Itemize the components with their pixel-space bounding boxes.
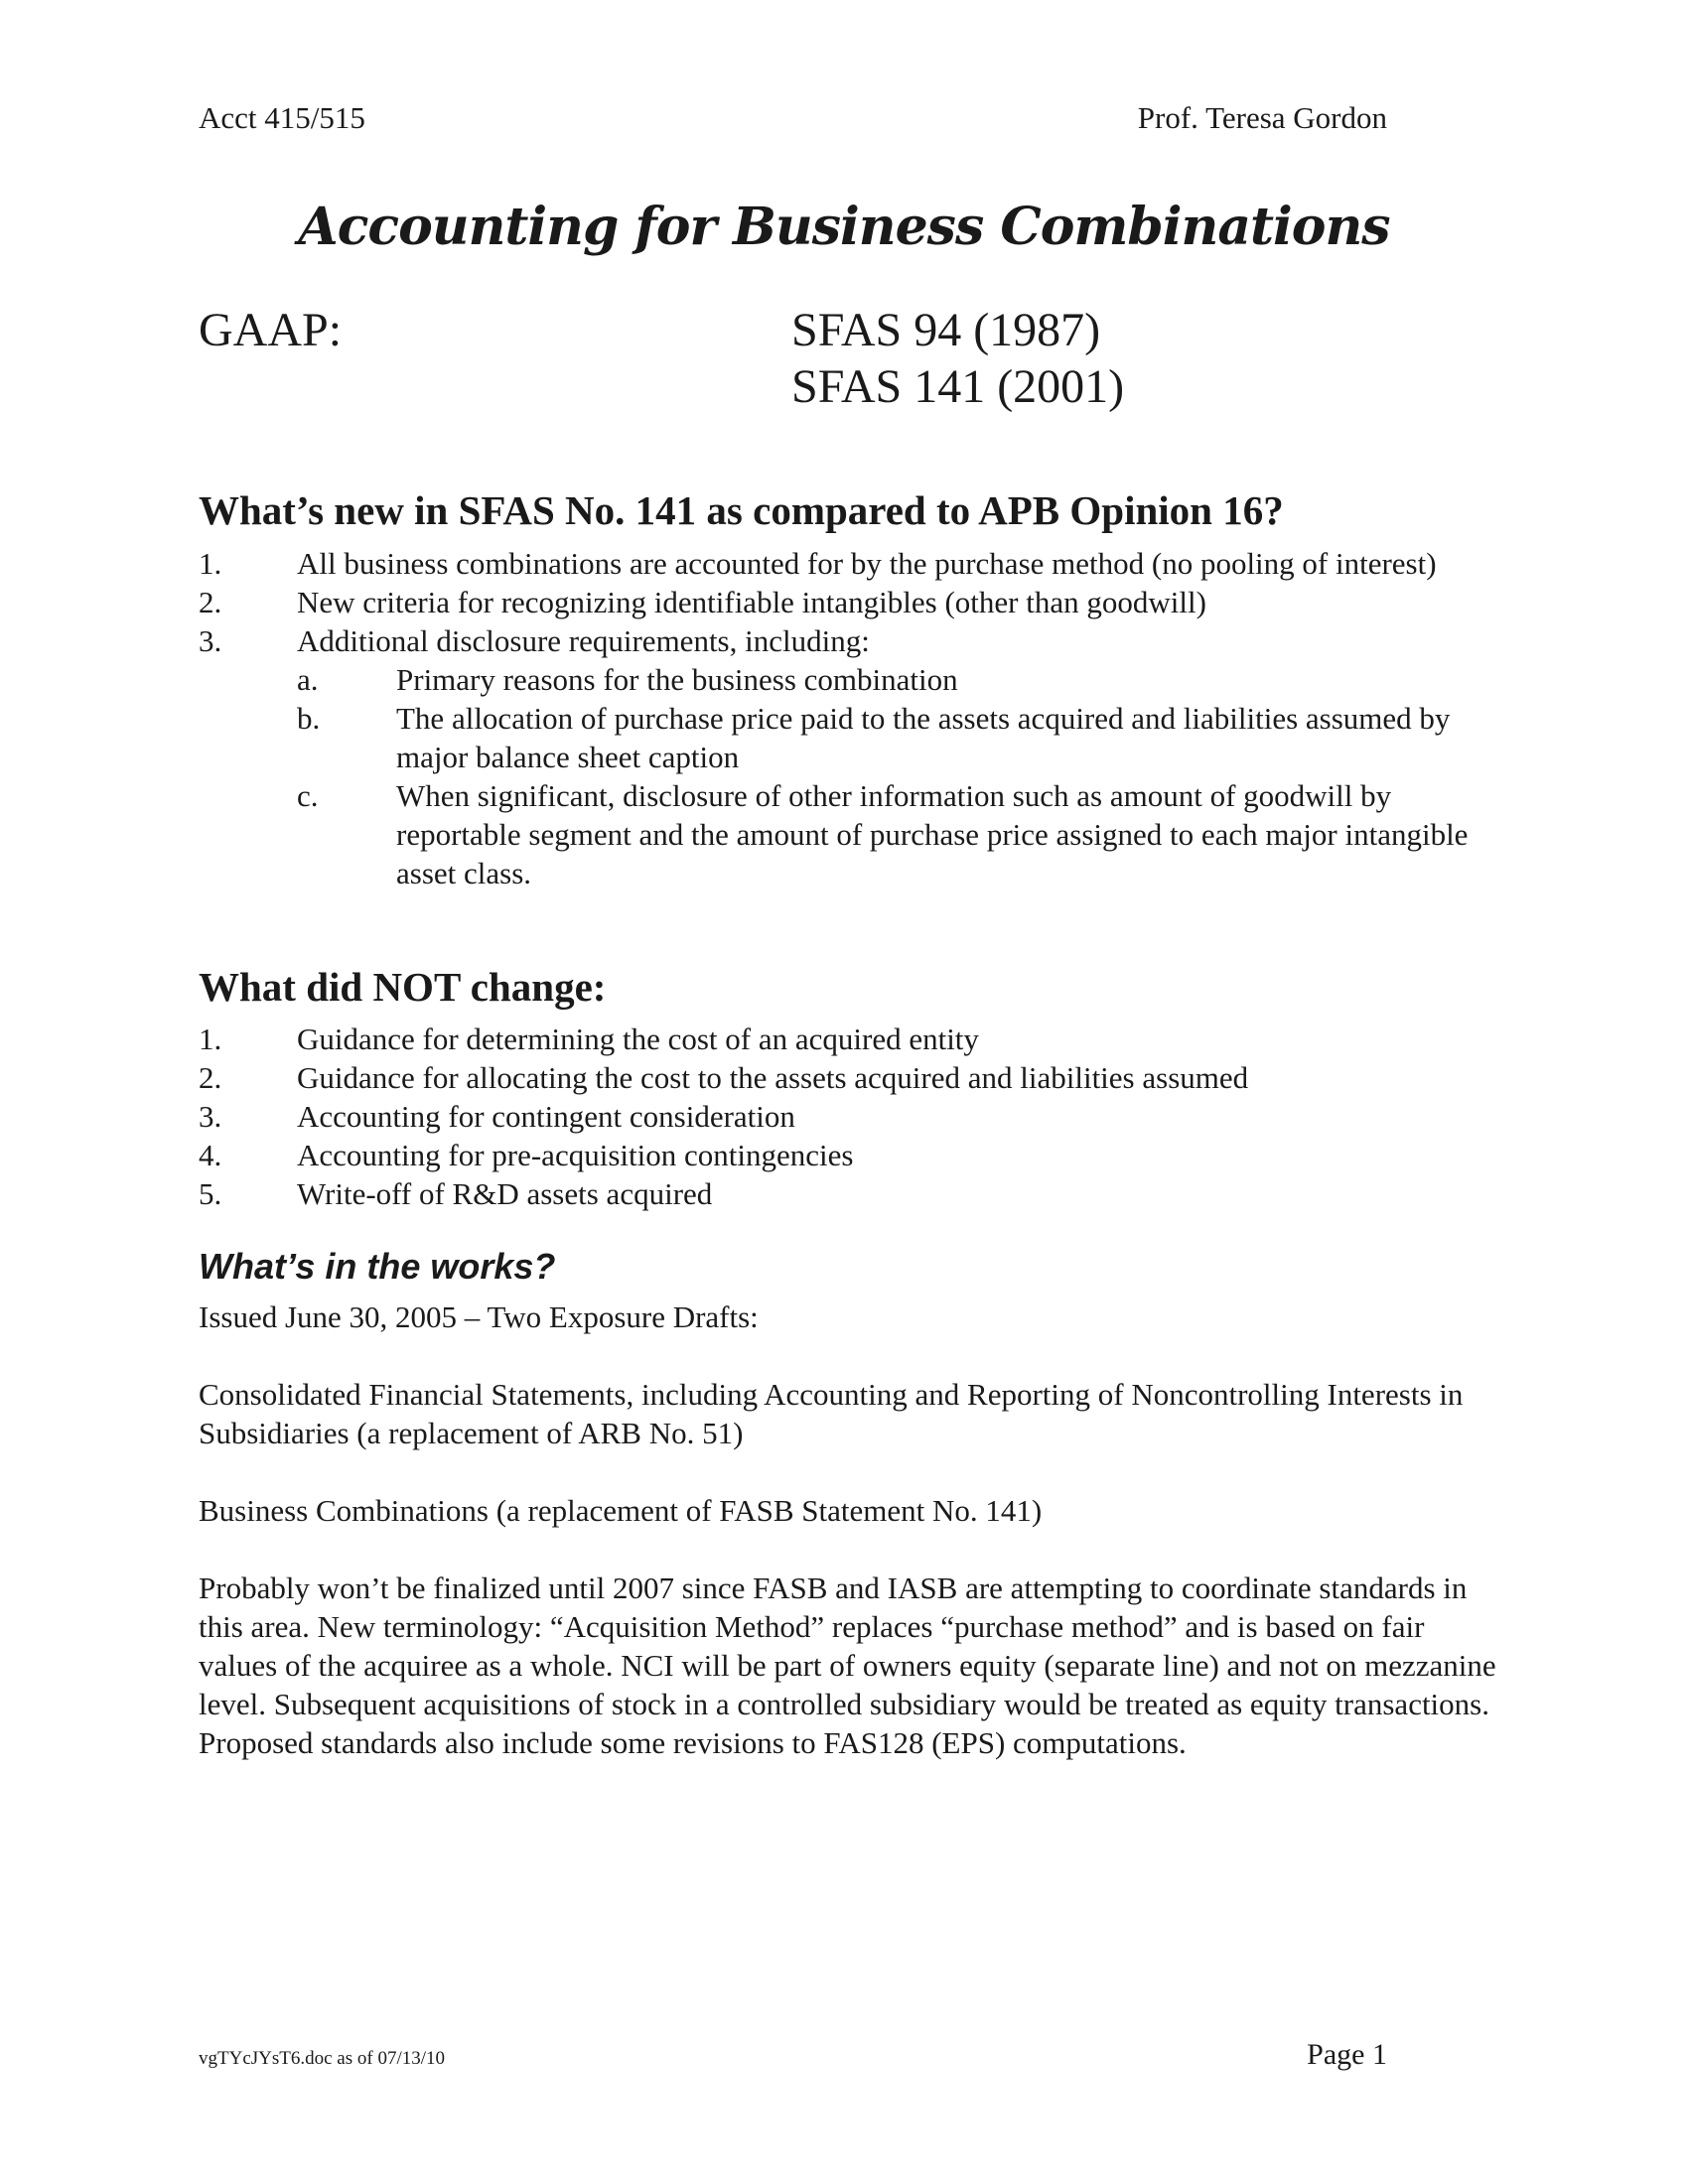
exposure-draft-2: Business Combinations (a replacement of FASB Statement No. 141): [199, 1493, 1043, 1528]
list-item: [199, 1058, 1499, 1097]
whats-new-list: [199, 544, 1499, 892]
sub-item-text: The allocation of purchase price paid to the assets acquired and liabilities assumed by major balance sheet caption: [396, 701, 1451, 774]
disclosure-sublist: [297, 660, 1499, 892]
item-number: 2.: [199, 585, 222, 619]
footer-filename: vgTYcJYsT6.doc as of 07/13/10: [199, 2048, 446, 2069]
professor-name: Prof. Teresa Gordon: [1137, 100, 1387, 135]
list-item: [199, 621, 1499, 892]
section-heading-in-the-works: What’s in the works?: [199, 1246, 556, 1287]
sub-item-text: Primary reasons for the business combination: [396, 662, 958, 697]
item-text: Additional disclosure requirements, including:: [297, 623, 870, 658]
issued-paragraph: Issued June 30, 2005 – Two Exposure Drafts:: [199, 1299, 759, 1334]
item-number: 4.: [199, 1138, 222, 1172]
gaap-reference: SFAS 94 (1987): [791, 304, 1101, 356]
item-text: New criteria for recognizing identifiable intangibles (other than goodwill): [297, 585, 1206, 619]
sub-list-item: [297, 776, 1499, 892]
sub-item-letter: b.: [297, 701, 321, 736]
outlook-paragraph: Probably won’t be finalized until 2007 since FASB and IASB are attempting to coordinate standards in this area. New terminology: “Acquisition Method” replaces “purchase method” and is based on fair values of the acquiree as a whole. NCI will be part of owners equity (separate line) and not on mezzanine level. Subsequent acquisitions of stock in a controlled subsidiary would be treated as equity transactions. Proposed standards also include some revisions to FAS128 (EPS) computations.: [199, 1570, 1496, 1760]
item-text: Guidance for allocating the cost to the assets acquired and liabilities assumed: [297, 1060, 1249, 1095]
item-number: 3.: [199, 623, 222, 658]
sub-list-item: [297, 660, 1499, 699]
document-title: Accounting for Business Combinations: [298, 197, 1390, 257]
list-item: [199, 1136, 1499, 1174]
list-item: [199, 583, 1499, 621]
sub-item-text: When significant, disclosure of other information such as amount of goodwill by reportable segment and the amount of purchase price assigned to each major intangible asset class.: [396, 778, 1469, 890]
item-text: Guidance for determining the cost of an acquired entity: [297, 1022, 979, 1056]
list-item: [199, 1020, 1499, 1058]
item-text: Write-off of R&D assets acquired: [297, 1176, 713, 1211]
item-text: All business combinations are accounted for by the purchase method (no pooling of interest): [297, 546, 1437, 581]
sub-item-letter: a.: [297, 662, 319, 697]
item-number: 5.: [199, 1176, 222, 1211]
not-changed-list: [199, 1020, 1499, 1213]
gaap-reference: SFAS 141 (2001): [791, 360, 1125, 413]
item-text: Accounting for pre-acquisition contingencies: [297, 1138, 854, 1172]
page-number: Page 1: [1307, 2038, 1387, 2071]
item-text: Accounting for contingent consideration: [297, 1099, 795, 1134]
item-number: 2.: [199, 1060, 222, 1095]
sub-item-letter: c.: [297, 778, 319, 813]
exposure-draft-1: Consolidated Financial Statements, including Accounting and Reporting of Noncontrolling Interests in Subsidiaries (a replacement of ARB No. 51): [199, 1377, 1464, 1450]
section-heading-whats-new: What’s new in SFAS No. 141 as compared to APB Opinion 16?: [199, 487, 1284, 533]
list-item: [199, 1097, 1499, 1136]
item-number: 3.: [199, 1099, 222, 1134]
item-number: 1.: [199, 546, 222, 581]
gaap-label: GAAP:: [199, 304, 343, 356]
list-item: [199, 1174, 1499, 1213]
sub-list-item: [297, 699, 1499, 776]
section-heading-not-changed: What did NOT change:: [199, 964, 607, 1010]
item-number: 1.: [199, 1022, 222, 1056]
course-code: Acct 415/515: [199, 100, 365, 135]
list-item: [199, 544, 1499, 583]
